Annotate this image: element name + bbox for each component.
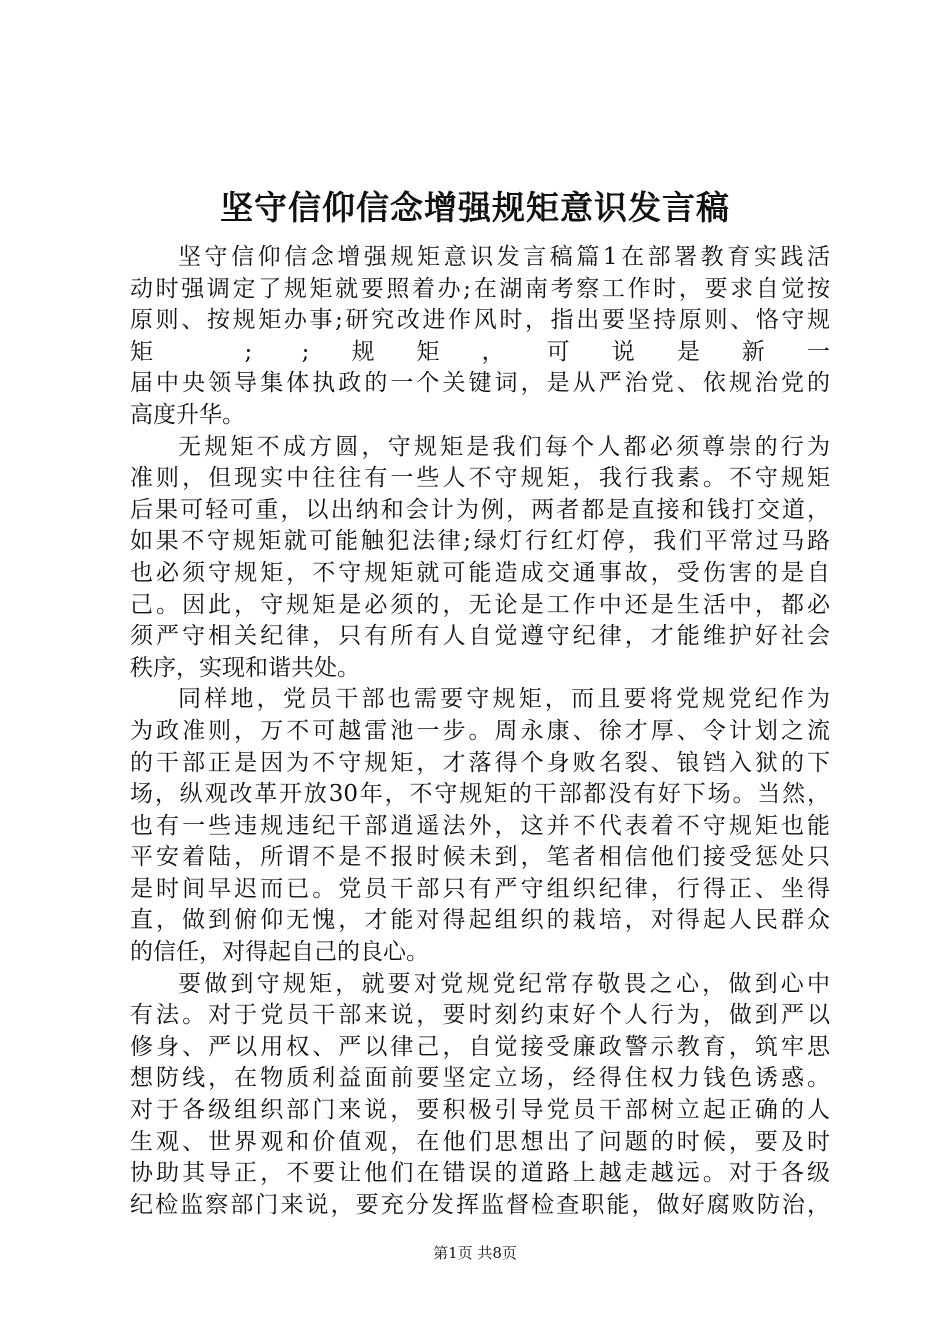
body-text-line: 是时间早迟而已。党员干部只有严守组织纪律，行得正、坐得 xyxy=(130,875,830,902)
body-text-line: 修身、严以用权、严以律己，自觉接受廉政警示教育，筑牢思 xyxy=(130,1033,830,1060)
body-text-line: 想防线，在物质利益面前要坚定立场，经得住权力钱色诱惑。 xyxy=(130,1065,830,1092)
body-text-line: 生观、世界观和价值观，在他们思想出了问题的时候，要及时 xyxy=(130,1128,830,1155)
body-text-line: 有法。对于党员干部来说，要时刻约束好个人行为，做到严以 xyxy=(130,1002,830,1029)
body-text-line: 也有一些违规违纪干部逍遥法外，这并不代表着不守规矩也能 xyxy=(130,812,830,839)
body-text-line: 准则，但现实中往往有一些人不守规矩，我行我素。不守规矩 xyxy=(130,465,830,492)
body-text-line: 动时强调定了规矩就要照着办;在湖南考察工作时，要求自觉按 xyxy=(130,275,830,302)
body-text-line: 场，纵观改革开放30年，不守规矩的干部都没有好下场。当然， xyxy=(130,781,830,808)
body-text-line: 平安着陆，所谓不是不报时候未到，笔者相信他们接受惩处只 xyxy=(130,844,830,871)
body-text-line: 同样地，党员干部也需要守规矩，而且要将党规党纪作为 xyxy=(178,686,830,713)
body-text-line: 坚守信仰信念增强规矩意识发言稿篇1在部署教育实践活 xyxy=(178,244,830,270)
body-text-line: 直，做到俯仰无愧，才能对得起组织的栽培，对得起人民群众 xyxy=(130,907,830,934)
body-text-line: 原则、按规矩办事;研究改进作风时，指出要坚持原则、恪守规 xyxy=(130,307,830,334)
body-text-line: 对于各级组织部门来说，要积极引导党员干部树立起正确的人 xyxy=(130,1097,830,1124)
body-text-line: 秩序，实现和谐共处。 xyxy=(130,654,360,681)
page-footer: 第1页 共8页 xyxy=(433,1244,517,1262)
body-text-line: 如果不守规矩就可能触犯法律;绿灯行红灯停，我们平常过马路 xyxy=(130,528,830,555)
body-text-line: 要做到守规矩，就要对党规党纪常存敬畏之心，做到心中 xyxy=(178,970,830,997)
body-text-line: 己。因此，守规矩是必须的，无论是工作中还是生活中，都必 xyxy=(130,591,830,618)
body-text-line: 矩 ; ;规矩，可说是新一 xyxy=(130,338,830,365)
body-text-line: 的信任，对得起自己的良心。 xyxy=(130,939,429,966)
body-text-line: 须严守相关纪律，只有所有人自觉遵守纪律，才能维护好社会 xyxy=(130,623,830,650)
body-text-line: 纪检监察部门来说，要充分发挥监督检查职能，做好腐败防治， xyxy=(130,1191,830,1218)
body-text-line: 届中央领导集体执政的一个关键词，是从严治党、依规治党的 xyxy=(130,370,830,397)
body-text-line: 高度升华。 xyxy=(130,401,245,428)
body-text-line: 为政准则，万不可越雷池一步。周永康、徐才厚、令计划之流 xyxy=(130,717,830,744)
document-body xyxy=(130,242,830,1221)
document-title: 坚守信仰信念增强规矩意识发言稿 xyxy=(220,188,730,227)
body-text-line: 后果可轻可重，以出纳和会计为例，两者都是直接和钱打交道， xyxy=(130,496,830,523)
body-text-line: 的干部正是因为不守规矩，才落得个身败名裂、锒铛入狱的下 xyxy=(130,749,830,776)
body-text-line: 协助其导正，不要让他们在错误的道路上越走越远。对于各级 xyxy=(130,1160,830,1187)
body-text-line: 无规矩不成方圆，守规矩是我们每个人都必须尊崇的行为 xyxy=(178,433,830,460)
body-text-line: 也必须守规矩，不守规矩就可能造成交通事故，受伤害的是自 xyxy=(130,559,830,586)
